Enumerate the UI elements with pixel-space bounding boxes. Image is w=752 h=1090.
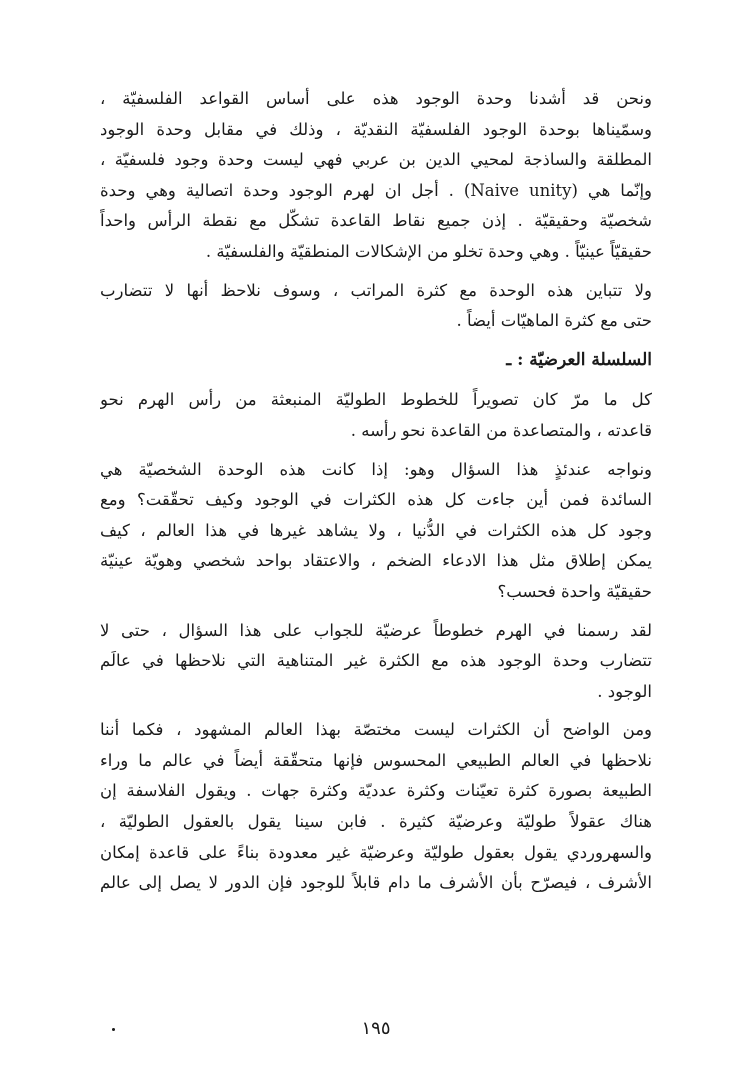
text-line: وإنّما هي (Naive unity) . أجل ان لهرم الوجود وحدة اتصالية وهي وحدة (100, 180, 652, 200)
paragraph (100, 276, 652, 337)
text-line: كل ما مرّ كان تصويراً للخطوط الطوليّة المنبعثة من رأس الهرم نحو (100, 390, 652, 410)
text-line: يمكن إطلاق مثل هذا الادعاء الضخم ، والاعتقاد بواحد شخصي وهويّة عينيّة (100, 551, 652, 571)
section-heading: السلسلة العرضيّة : ـ (506, 349, 652, 370)
text-line: ولا تتباين هذه الوحدة مع كثرة المراتب ، وسوف نلاحظ أنها لا تتضارب (100, 280, 652, 300)
footer-dot (112, 1028, 115, 1031)
text-line: قاعدته ، والمتصاعدة من القاعدة نحو رأسه . (350, 420, 652, 440)
text-line: حقيقيّاً عينيّاً . وهي وحدة تخلو من الإشكالات المنطقيّة والفلسفيّة . (205, 241, 652, 261)
text-line: وسمّيناها بوحدة الوجود الفلسفيّة النقديّة ، وذلك في مقابل وحدة الوجود (100, 119, 652, 139)
text-line: الوجود . (597, 681, 652, 701)
text-line: هناك عقولاً طوليّة وعرضيّة كثيرة . فابن سينا يقول بالعقول الطوليّة ، (100, 812, 652, 832)
text-line: حتى مع كثرة الماهيّات أيضاً . (456, 311, 652, 331)
text-line: حقيقيّة واحدة فحسب؟ (497, 581, 652, 601)
paragraph (100, 385, 652, 446)
text-line: المطلقة والساذجة لمحيي الدين بن عربي فهي ليست وحدة وجود فلسفيّة ، (100, 150, 652, 170)
text-line: الطبيعة بصورة كثرة تعيّنات وكثرة عدديّة وكثرة جهات . ويقول الفلاسفة إن (100, 781, 652, 801)
text-line: والسهروردي يقول بعقول طوليّة وعرضيّة غير معدودة بناءً على قاعدة إمكان (100, 842, 652, 862)
text-line: شخصيّة وحقيقيّة . إذن جميع نقاط القاعدة تشكّل مع نقطة الرأس واحداً (100, 211, 652, 231)
text-line: لقد رسمنا في الهرم خطوطاً عرضيّة للجواب على هذا السؤال ، حتى لا (100, 620, 652, 640)
text-line: ومن الواضح أن الكثرات ليست مختصّة بهذا العالم المشهود ، فكما أننا (100, 720, 652, 740)
text-line: وجود كل هذه الكثرات في الدُّنيا ، ولا يشاهد غيرها في هذا العالم ، كيف (100, 520, 652, 540)
text-line: تتضارب وحدة الوجود هذه مع الكثرة غير المتناهية التي نلاحظها في عالَم (100, 651, 652, 671)
text-line: ونواجه عندئذٍ هذا السؤال وهو: إذا كانت هذه الوحدة الشخصيّة هي (100, 459, 652, 479)
text-line: السائدة فمن أين جاءت كل هذه الكثرات في الوجود وكيف تحقّقت؟ ومع (100, 490, 652, 510)
paragraph (100, 715, 652, 899)
paragraph (100, 84, 652, 268)
paragraph (100, 455, 652, 608)
paragraph (100, 616, 652, 708)
text-line: الأشرف ، فيصرّح بأن الأشرف ما دام قابلاً للوجود فإن الدور لا يصل إلى عالم (100, 873, 652, 893)
text-line: ونحن قد أشدنا وحدة الوجود هذه على أساس القواعد الفلسفيّة ، (100, 89, 652, 108)
page-number: ١٩٥ (361, 1018, 391, 1039)
body-text (100, 84, 652, 907)
text-line: نلاحظها في العالم الطبيعي المحسوس فإنها متحقّقة أيضاً في عالم ما وراء (100, 750, 652, 770)
